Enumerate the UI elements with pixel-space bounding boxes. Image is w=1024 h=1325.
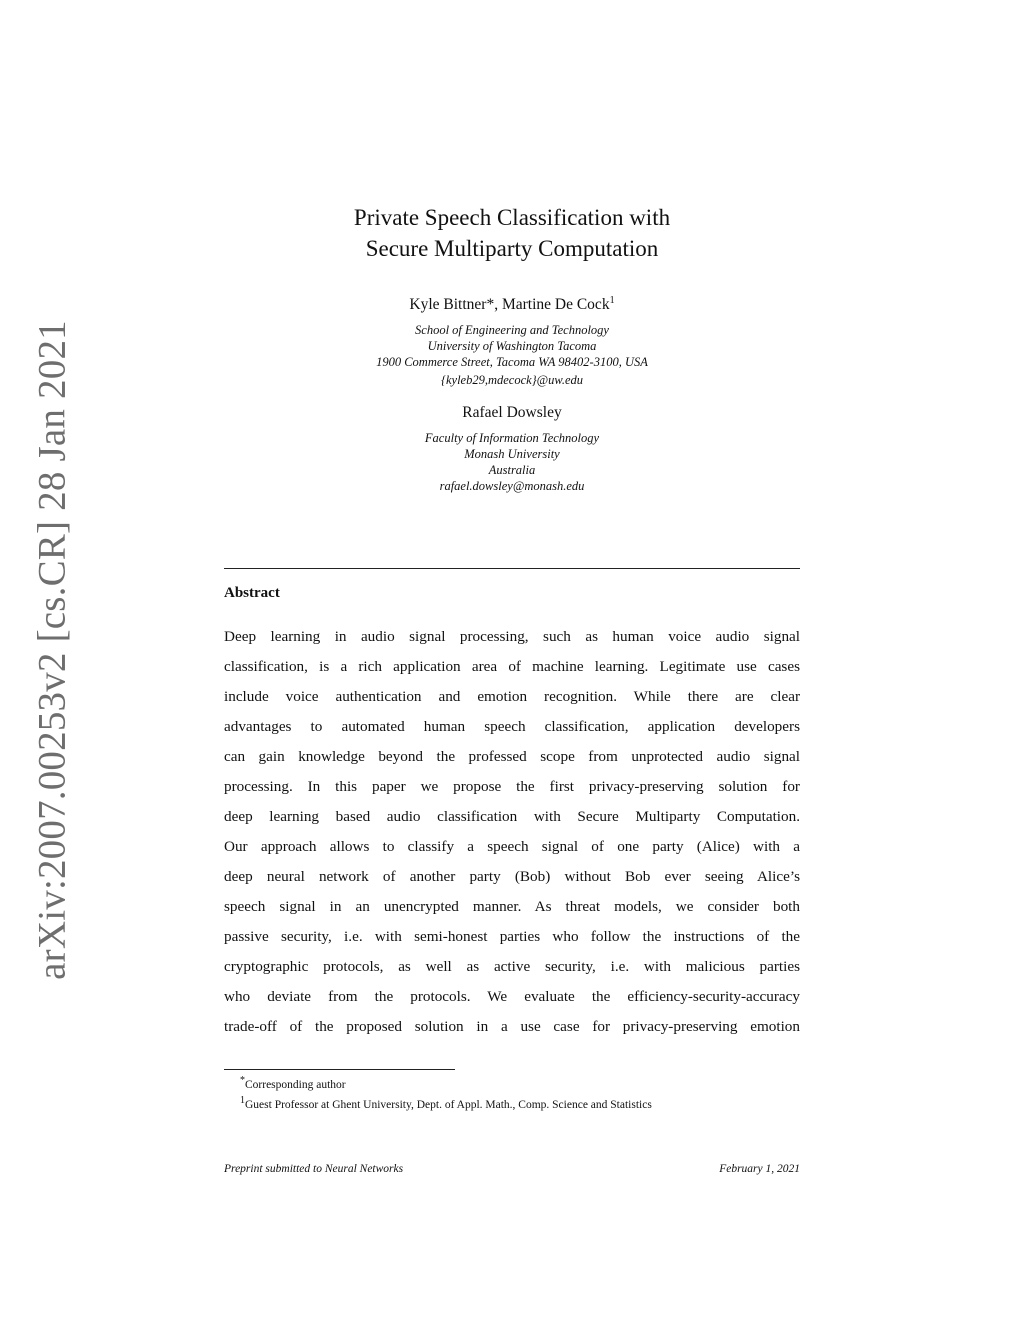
author-email-1: {kyleb29,mdecock}@uw.edu <box>440 373 584 388</box>
author-name-2: Rafael Dowsley <box>462 404 562 422</box>
abstract-line: classification, is a rich application area of machine learning. Legitimate use cases <box>224 658 800 675</box>
abstract-divider <box>224 568 800 569</box>
affiliation-line: School of Engineering and Technology <box>415 323 609 338</box>
paper-title-line-1: Private Speech Classification with <box>353 205 671 230</box>
author-list-1 <box>224 291 800 315</box>
author-affiliation-mark: 1 <box>609 295 615 306</box>
affiliation-line: Faculty of Information Technology <box>424 431 600 446</box>
footnote-guest-professor <box>240 1093 652 1113</box>
footnote-text: Corresponding author <box>245 1078 346 1091</box>
affiliation-line: 1900 Commerce Street, Tacoma WA 98402-3100, USA <box>376 355 648 370</box>
footnote-corresponding <box>240 1073 652 1093</box>
abstract-line: deep learning based audio classification with Secure Multiparty Computation. <box>224 808 800 825</box>
abstract-line: cryptographic protocols, as well as active security, i.e. with malicious parties <box>224 958 800 975</box>
author-email-2: rafael.dowsley@monash.edu <box>439 479 585 494</box>
page-footer <box>224 1163 800 1175</box>
footer-date: February 1, 2021 <box>719 1163 800 1175</box>
affiliation-line: Australia <box>488 463 536 478</box>
footnote-text: Guest Professor at Ghent University, Dept. of Appl. Math., Comp. Science and Statistics <box>245 1099 652 1112</box>
abstract-line: trade-off of the proposed solution in a use case for privacy-preserving emotion <box>224 1018 800 1035</box>
footnote-mark: 1 <box>240 1095 245 1107</box>
abstract-line: deep neural network of another party (Bob) without Bob ever seeing Alice’s <box>224 868 800 885</box>
footnote-mark: * <box>240 1075 245 1086</box>
abstract-line: Deep learning in audio signal processing, such as human voice audio signal <box>224 628 800 645</box>
abstract-line: processing. In this paper we propose the first privacy-preserving solution for <box>224 778 800 795</box>
affiliation-line: Monash University <box>464 447 560 462</box>
abstract-line: speech signal in an unencrypted manner. As threat models, we consider both <box>224 898 800 915</box>
abstract-line: include voice authentication and emotion recognition. While there are clear <box>224 688 800 705</box>
abstract-line: can gain knowledge beyond the professed scope from unprotected audio signal <box>224 748 800 765</box>
arxiv-identifier: arXiv:2007.00253v2 [cs.CR] 28 Jan 2021 <box>30 320 74 980</box>
footnote-divider <box>224 1069 455 1070</box>
paper-title-line-2: Secure Multiparty Computation <box>365 236 659 261</box>
abstract-line: Our approach allows to classify a speech signal of one party (Alice) with a <box>224 838 800 855</box>
abstract-body <box>224 622 800 1042</box>
affiliation-line: University of Washington Tacoma <box>427 339 597 354</box>
footer-preprint-note: Preprint submitted to Neural Networks <box>224 1163 404 1175</box>
abstract-line: who deviate from the protocols. We evaluate the efficiency-security-accuracy <box>224 988 800 1005</box>
abstract-line: advantages to automated human speech classification, application developers <box>224 718 800 735</box>
abstract-line: passive security, i.e. with semi-honest parties who follow the instructions of the <box>224 928 800 945</box>
author-names: Kyle Bittner*, Martine De Cock <box>409 296 610 314</box>
abstract-heading: Abstract <box>224 585 280 601</box>
footnotes <box>240 1073 652 1114</box>
title-block <box>224 202 800 494</box>
